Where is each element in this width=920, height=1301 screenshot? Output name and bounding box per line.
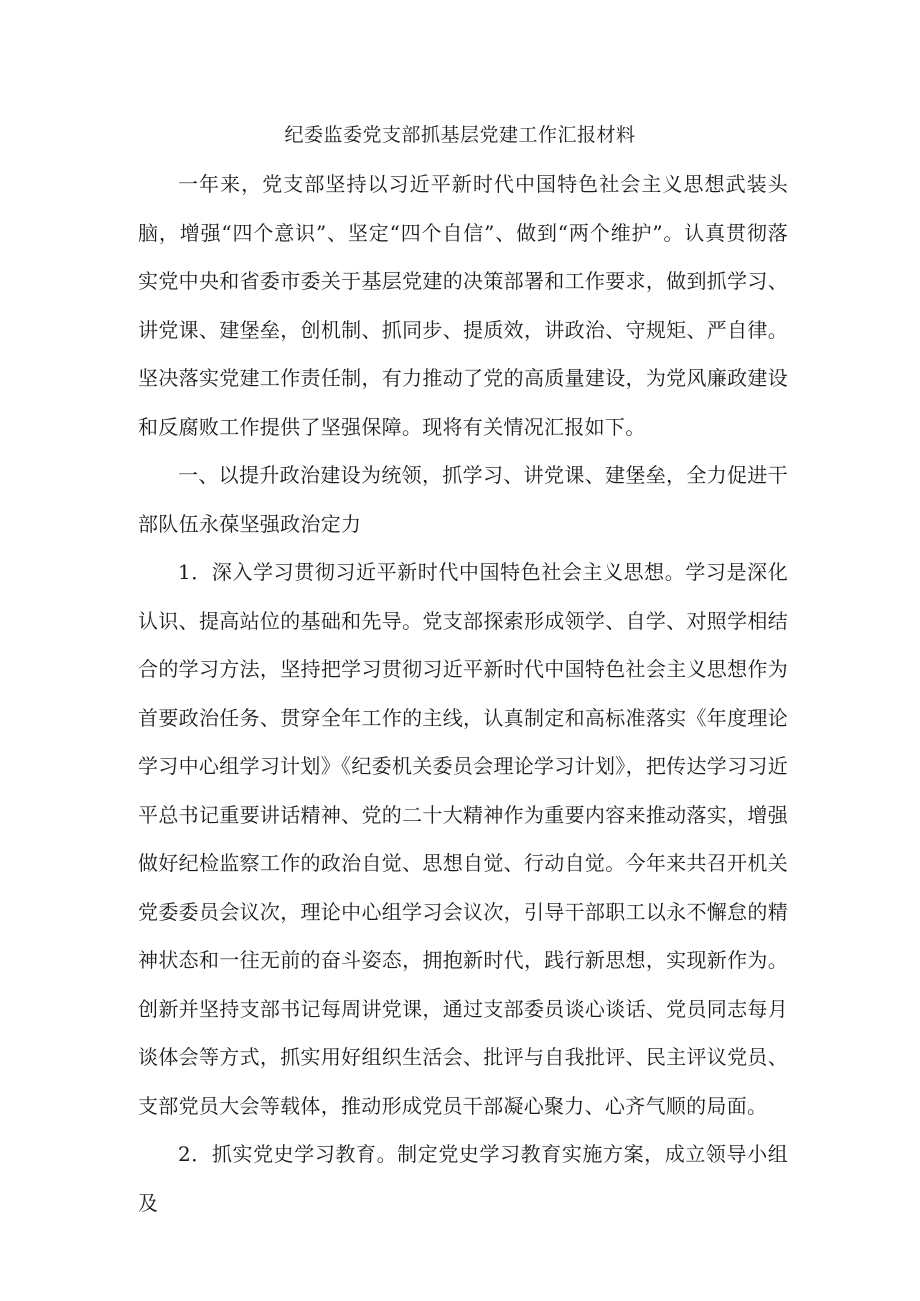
document-title: 纪委监委党支部抓基层党建工作汇报材料: [284, 124, 636, 146]
document-body: [138, 160, 788, 1227]
item-paragraph-2: 2．抓实党史学习教育。制定党史学习教育实施方案，成立领导小组及: [138, 1142, 788, 1215]
section-heading-1: 一、以提升政治建设为统领，抓学习、讲党课、建堡垒，全力促进干部队伍永葆坚强政治定力: [138, 463, 788, 536]
intro-paragraph: 一年来，党支部坚持以习近平新时代中国特色社会主义思想武装头脑，增强“四个意识”、坚定“四个自信”、做到“两个维护”。认真贯彻落实党中央和省委市委关于基层党建的决策部署和工作要求，做到抓学习、讲党课、建堡垒，创机制、抓同步、提质效，讲政治、守规矩、严自律。坚决落实党建工作责任制，有力推动了党的高质量建设，为党风廉政建设和反腐败工作提供了坚强保障。现将有关情况汇报如下。: [138, 172, 788, 439]
item-paragraph-1: 1．深入学习贯彻习近平新时代中国特色社会主义思想。学习是深化认识、提高站位的基础和先导。党支部探索形成领学、自学、对照学相结合的学习方法，坚持把学习贯彻习近平新时代中国特色社会主义思想作为首要政治任务、贯穿全年工作的主线，认真制定和高标准落实《年度理论学习中心组学习计划》《纪委机关委员会理论学习计划》，把传达学习习近平总书记重要讲话精神、党的二十大精神作为重要内容来推动落实，增强做好纪检监察工作的政治自觉、思想自觉、行动自觉。今年来共召开机关党委委员会议次，理论中心组学习会议次，引导干部职工以永不懈怠的精神状态和一往无前的奋斗姿态，拥抱新时代，践行新思想，实现新作为。创新并坚持支部书记每周讲党课，通过支部委员谈心谈话、党员同志每月谈体会等方式，抓实用好组织生活会、批评与自我批评、民主评议党员、支部党员大会等载体，推动形成党员干部凝心聚力、心齐气顺的局面。: [138, 560, 788, 1118]
